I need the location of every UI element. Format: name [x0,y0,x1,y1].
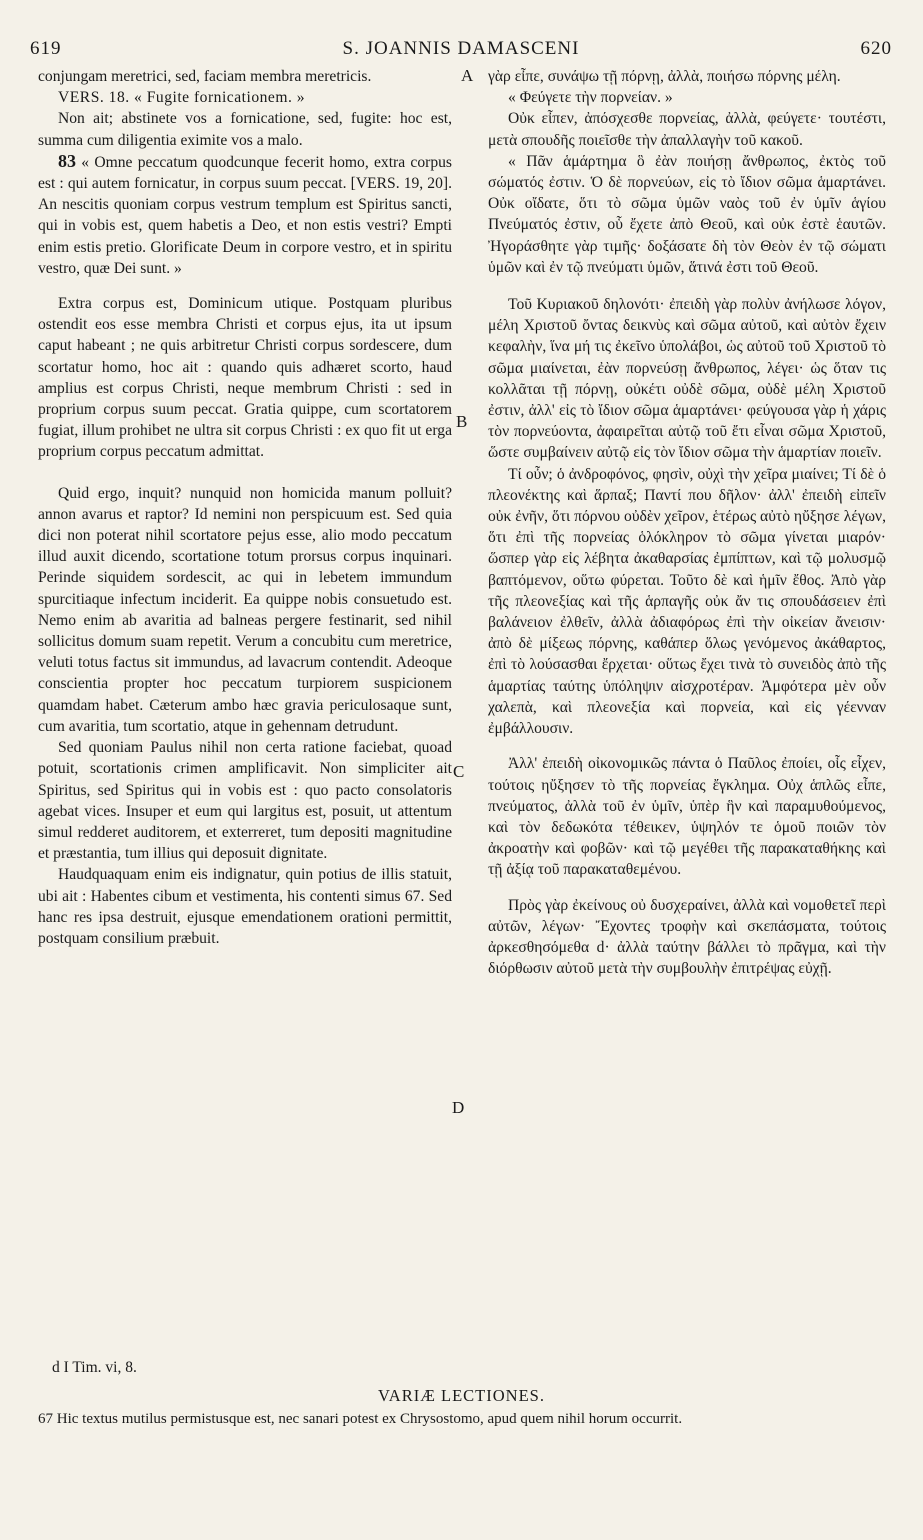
latin-column [38,66,452,949]
latin-paragraph-4-text: « Omne peccatum quodcunque fecerit homo, extra corpus est : qui autem fornicatur, in corpus suum peccat. [VERS. 19, 20]. An nescitis quoniam corpus vestrum templum est Spiritus sancti, qui in vobis est, quem habetis a Deo, et non estis vestri? Empti enim estis pretio. Glorificate Deum in corpore vestro, et in spiritu vestro, quæ Dei sunt. » [38,153,453,277]
footnote: d I Tim. vi, 8. [52,1359,137,1376]
greek-paragraph-5: Τοῦ Κυριακοῦ δηλονότι· ἐπειδὴ γὰρ πολὺν ἀνήλωσε λόγον, μέλη Χριστοῦ ὄντας δεικνὺς καὶ σῶμα αὐτοῦ, καὶ αὐτὸν ἔχειν κεφαλὴν, ἵνα μή τις ἐκεῖνο ὑπολάβοι, ὡς αὐτοῦ τοῦ Χριστοῦ τὸ σῶμα μιαίνεται, ἐὰν πορνεύσῃ ἄνθρωπος, λέγει· ὡς ὅταν τις κολλᾶται τῇ πόρνῃ, οὐκέτι οὐδὲ σῶμα, οὐδὲ μέλη Χριστοῦ ἐστιν, ἀλλ' εἰς τὸ ἴδιον σῶμα ἁμαρτάνει· φεύγουσα γὰρ ἡ χάρις τὸν πορνεύοντα, ἀφαιρεῖται αὐτῷ τοῦ ἔτι εἶναι σῶμα Χριστοῦ, ὥστε συμβαίνειν αὐτῷ εἰς τὸν ἴδιον σῶμα τὴν ἁμαρτίαν ποιεῖν. [488,296,886,462]
latin-paragraph-6: Quid ergo, inquit? nunquid non homicida manum polluit? annon avarus et raptor? Id nemini non perspicuum est. Sed quia dici non poterat nihil scortatore pejus esse, alio modo peccatum illud auxit dicendo, scortatione totum prorsus corpus inquinari. Perinde siquidem sordescit, ac qui in lebetem immundum spurcitiaque infectum inciderit. Ea quippe nobis consuetudo est. Nemo enim ab avaritia ad balneas pergere festinarit, sed nihil sollicitus domum suam repetit. Verum a concubitu cum meretrice, veluti totus factus sit immundus, ad lavacrum contendit. Adeoque conscientia propter hoc peccatum turpiorem suspicionem quamdam habet. Cæterum ambo hæc gravia periculosaque sunt, cum avaritia, tum scortatio, atque in gehennam detrudunt. [38,484,452,735]
margin-marker-c: C [453,762,465,781]
greek-paragraph-8: Πρὸς γὰρ ἐκείνους οὐ δυσχεραίνει, ἀλλὰ καὶ νομοθετεῖ περὶ αὐτῶν, λέγων· Ἔχοντες τροφὴν καὶ σκεπάσματα, τούτοις ἀρκεσθησόμεθα d· ἀλλὰ ταύτην βάλλει τὸ πρᾶγμα, καὶ τὴν διόρθωσιν αὐτοῦ μετὰ τὴν συμβουλὴν ἐπιτρέψας εὐχῇ. [488,896,886,978]
greek-paragraph-7: Ἀλλ' ἐπειδὴ οἰκονομικῶς πάντα ὁ Παῦλος ἐποίει, οἷς εἶχεν, τούτοις ηὔξησεν τὸ τῆς πορνείας ἔγκλημα. Οὐχ ἁπλῶς εἶπε, πνεύματος, ἀλλὰ τοῦ ἐν ὑμῖν, ὑπὲρ ἣν καὶ παραμυθούμενος, καὶ τὸν δεδωκότα τέθεικεν, ὑψηλόν τε ὁμοῦ ποιῶν τὸν ἀκροατὴν καὶ φοβῶν· καὶ τῷ μεγέθει τῆς παρακαταθήκης καὶ τῇ ἀξίᾳ τοῦ παρακαταθεμένου. [488,755,886,879]
latin-paragraph-1: conjungam meretrici, sed, faciam membra meretricis. [38,68,372,85]
greek-paragraph-2: « Φεύγετε τὴν πορνείαν. » [508,89,673,107]
latin-paragraph-4 [38,151,452,279]
variae-lectiones-text: 67 Hic textus mutilus permistusque est, nec sanari potest ex Chrysostomo, apud quem nihil horum occurrit. [38,1411,683,1427]
page-number-right: 620 [860,38,892,59]
variae-lectiones-title: VARIÆ LECTIONES. [378,1386,545,1405]
page-header [30,38,892,64]
page-number-left: 619 [30,38,62,59]
latin-paragraph-3: Non ait; abstinete vos a fornicatione, sed, fugite: hoc est, summa cum diligentia eximite vos a malo. [38,110,452,149]
greek-paragraph-4: « Πᾶν ἁμάρτημα ὃ ἐὰν ποιήσῃ ἄνθρωπος, ἐκτὸς τοῦ σώματός ἐστιν. Ὁ δὲ πορνεύων, εἰς τὸ ἴδιον σῶμα ἁμαρτάνει. Οὐκ οἴδατε, ὅτι τὸ σῶμα ὑμῶν ναὸς τοῦ ἐν ὑμῖν ἁγίου Πνεύματός ἐστιν, οὗ ἔχετε ἀπὸ Θεοῦ, καὶ οὐκ ἐστὲ ἑαυτῶν. Ἠγοράσθητε γὰρ τιμῆς· δοξάσατε δὴ τὸν Θεὸν ἐν τῷ σώματι ὑμῶν καὶ ἐν τῷ πνεύματι ὑμῶν, ἅτινά ἐστι τοῦ Θεοῦ. [488,152,886,276]
section-number: 83 [58,150,76,171]
margin-marker-d: D [452,1098,465,1117]
greek-paragraph-1: γὰρ εἶπε, συνάψω τῇ πόρνῃ, ἀλλὰ, ποιήσω πόρνης μέλη. [488,68,841,85]
greek-column [488,66,886,979]
margin-marker-a: A [461,66,474,85]
latin-paragraph-8: Haudquaquam enim eis indignatur, quin potius de illis statuit, ubi ait : Habentes cibum et vestimenta, his contenti simus 67. Sed hanc res ipsa destruit, ejusque emendationem orationi permittit, postquam consilium præbuit. [38,866,452,947]
greek-paragraph-3: Οὐκ εἶπεν, ἀπόσχεσθε πορνείας, ἀλλὰ, φεύγετε· τουτέστι, μετὰ σπουδῆς ποιεῖσθε τὴν ἀπαλλαγὴν τοῦ κακοῦ. [488,110,886,149]
running-title: S. JOANNIS DAMASCENI [342,38,580,59]
latin-paragraph-7: Sed quoniam Paulus nihil non certa ratione faciebat, quoad potuit, scortationis crimen amplificavit. Non simpliciter ait Spiritus, sed Spiritus qui in vobis est : quo pacto consolatoris agebat vices. Insuper et eum qui largitus est, posuit, ut attentum simul redderet auditorem, et exterreret, tum depositi magnitudine et præstantia, tum illius qui deposuit dignitate. [38,739,452,863]
greek-paragraph-6: Τί οὖν; ὁ ἀνδροφόνος, φησὶν, οὐχὶ τὴν χεῖρα μιαίνει; Τί δὲ ὁ πλεονέκτης καὶ ἅρπαξ; Παντί που δῆλον· ἀλλ' ἐπειδὴ εἰπεῖν οὐκ ἐνῆν, ὅτι πόρνου οὐδὲν χεῖρον, ἑτέρως αὐτὸ ηὔξησε λέγων, ὅτι ἐπὶ τῆς πορνείας ὁλόκληρον τὸ σῶμα γίνεται μιαρόν· ὥσπερ γὰρ εἰς λέβητα ἀκαθαρσίας ἐμπίπτων, καὶ τῷ μολυσμῷ βαπτόμενον, οὕτω φύρεται. Τοῦτο δὲ καὶ ἡμῖν ἔθος. Ἀπὸ γὰρ τῆς πλεονεξίας καὶ τῆς ἁρπαγῆς οὐκ ἄν τις σπουδάσειεν ἐπὶ βαλάνειον ἐλθεῖν, ἀλλὰ ἀδιαφόρως ἐπὶ τὴν οἰκείαν ἄνεισιν· ἀπὸ δὲ μίξεως πόρνης, καθάπερ ὅλως γενόμενος ἀκάθαρτος, ἐπὶ τὸ λούσασθαι ἔρχεται· οὕτως ἔχει τινὰ τὸ συνειδὸς ἀπὸ τῆς ἁμαρτίας ταύτης ὑπόληψιν αἰσχροτέραν. Ἀμφότερα μὲν οὖν χαλεπὰ, καὶ πλεονεξία καὶ πορνεία, καὶ εἰς γέενναν ἐμβάλλουσιν. [488,465,886,738]
latin-paragraph-5: Extra corpus est, Dominicum utique. Postquam pluribus ostendit eos esse membra Christi et corpus ejus, ita ut ipsum caput habeant ; ne quis arbitretur Christi corpus sordescere, dum scortatur homo, hoc ait : quando quis adhæret scorto, haud amplius est corpus Christi, neque membrum Christi : sed in proprium corpus suum peccat. Gratia quippe, cum scortatorem fugiat, illum prohibet ne ultra sit corpus Christi : ex quo fit ut erga proprium corpus peccatum admittat. [38,295,452,461]
latin-verse-18: VERS. 18. « Fugite fornicationem. » [58,89,306,107]
margin-marker-b: B [456,412,468,431]
